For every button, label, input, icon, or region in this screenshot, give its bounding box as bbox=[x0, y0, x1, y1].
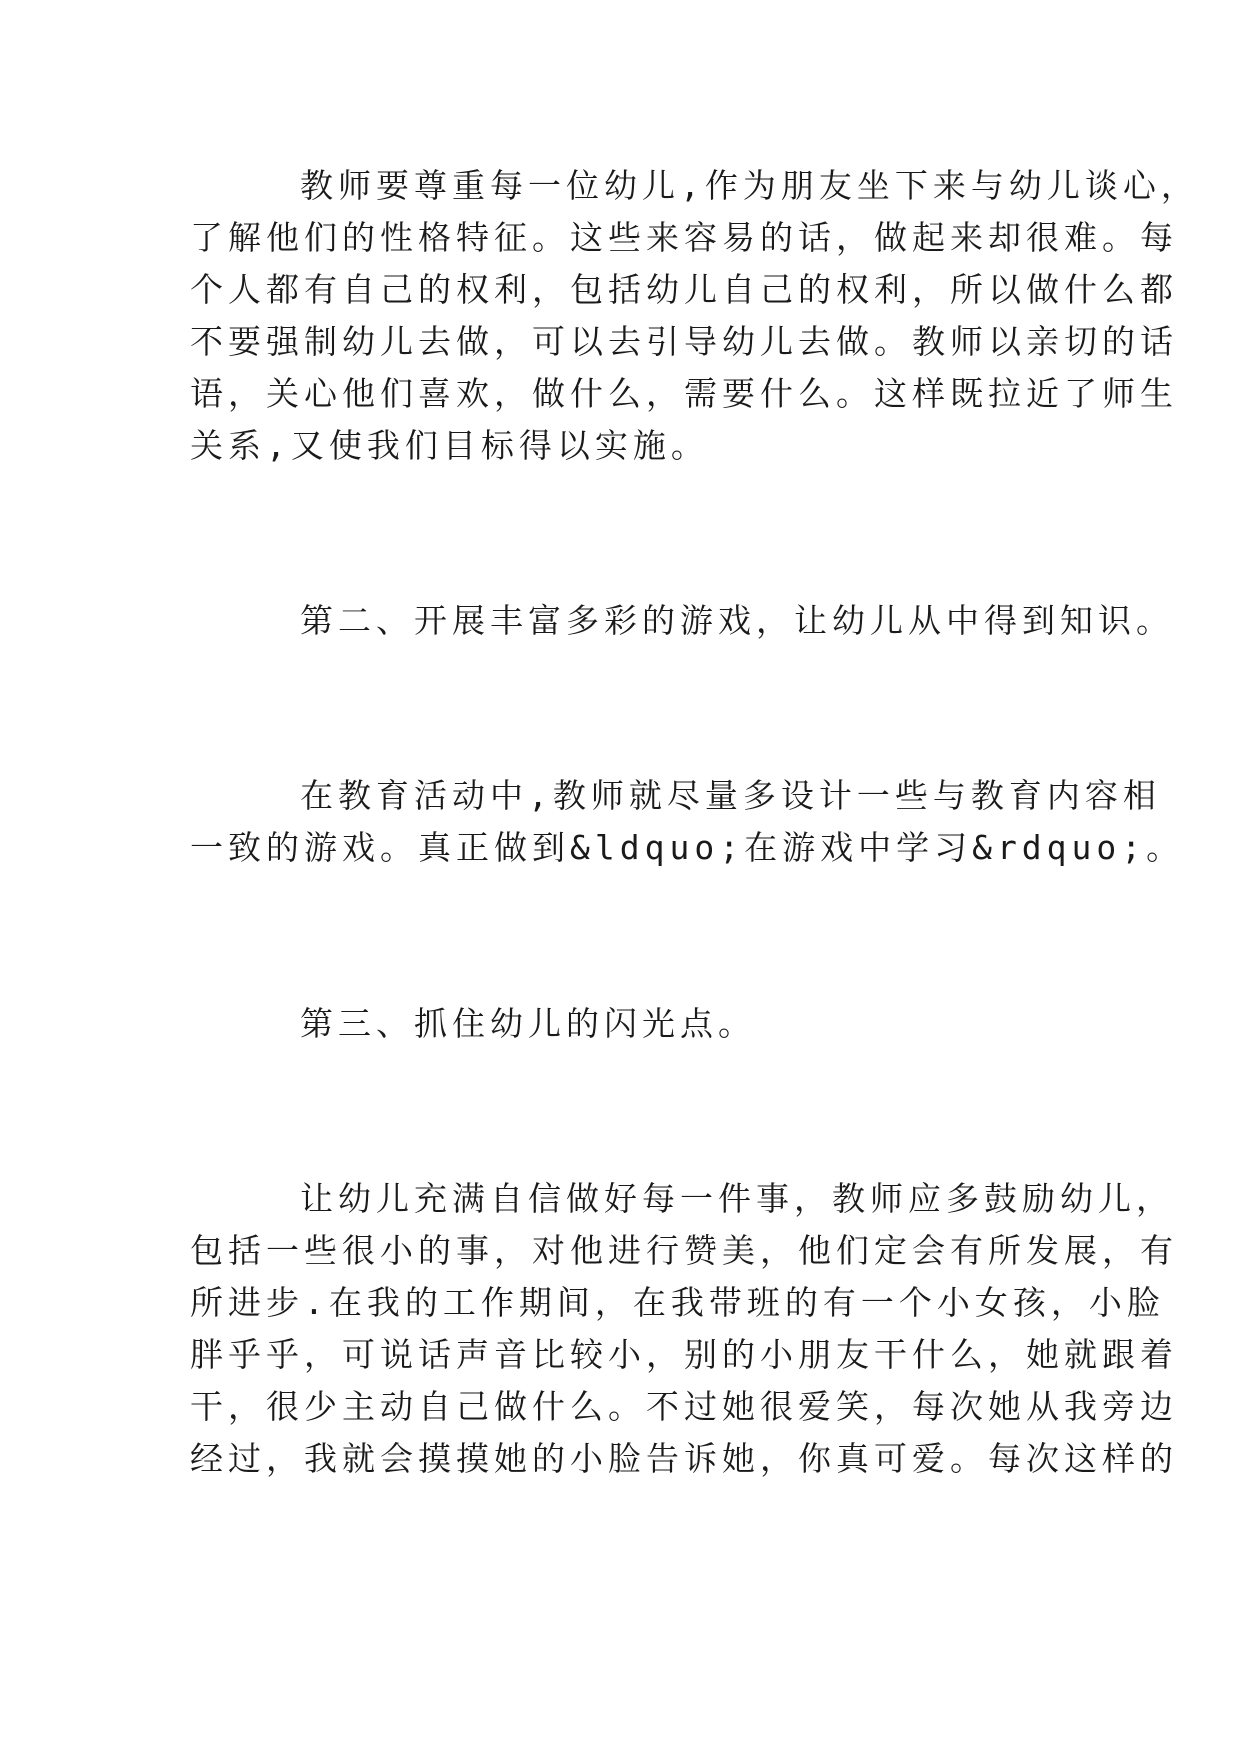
paragraph-2-line-1: 第二、开展丰富多彩的游戏，让幼儿从中得到知识。 bbox=[300, 601, 1174, 640]
paragraph-5-line-4: 胖乎乎，可说话声音比较小，别的小朋友干什么，她就跟着 bbox=[190, 1335, 1178, 1374]
paragraph-5-line-2: 包括一些很小的事，对他进行赞美，他们定会有所发展，有 bbox=[190, 1231, 1178, 1270]
paragraph-3-line-1: 在教育活动中,教师就尽量多设计一些与教育内容相 bbox=[300, 776, 1161, 815]
paragraph-5-line-1: 让幼儿充满自信做好每一件事，教师应多鼓励幼儿， bbox=[300, 1179, 1174, 1218]
paragraph-4-line-1: 第三、抓住幼儿的闪光点。 bbox=[300, 1004, 756, 1043]
paragraph-1-line-6: 关系,又使我们目标得以实施。 bbox=[190, 426, 709, 465]
paragraph-3-line-2: 一致的游戏。真正做到&ldquo;在游戏中学习&rdquo;。 bbox=[190, 828, 1185, 867]
paragraph-1-line-4: 不要强制幼儿去做，可以去引导幼儿去做。教师以亲切的话 bbox=[190, 322, 1178, 361]
paragraph-1-line-2: 了解他们的性格特征。这些来容易的话，做起来却很难。每 bbox=[190, 218, 1178, 257]
paragraph-1-line-1: 教师要尊重每一位幼儿,作为朋友坐下来与幼儿谈心， bbox=[300, 166, 1199, 205]
paragraph-5-line-6: 经过，我就会摸摸她的小脸告诉她，你真可爱。每次这样的 bbox=[190, 1439, 1178, 1478]
paragraph-5-line-3: 所进步.在我的工作期间，在我带班的有一个小女孩，小脸 bbox=[190, 1283, 1165, 1322]
paragraph-1-line-3: 个人都有自己的权利，包括幼儿自己的权利，所以做什么都 bbox=[190, 270, 1178, 309]
paragraph-5-line-5: 干，很少主动自己做什么。不过她很爱笑，每次她从我旁边 bbox=[190, 1387, 1178, 1426]
paragraph-1-line-5: 语，关心他们喜欢，做什么，需要什么。这样既拉近了师生 bbox=[190, 374, 1178, 413]
